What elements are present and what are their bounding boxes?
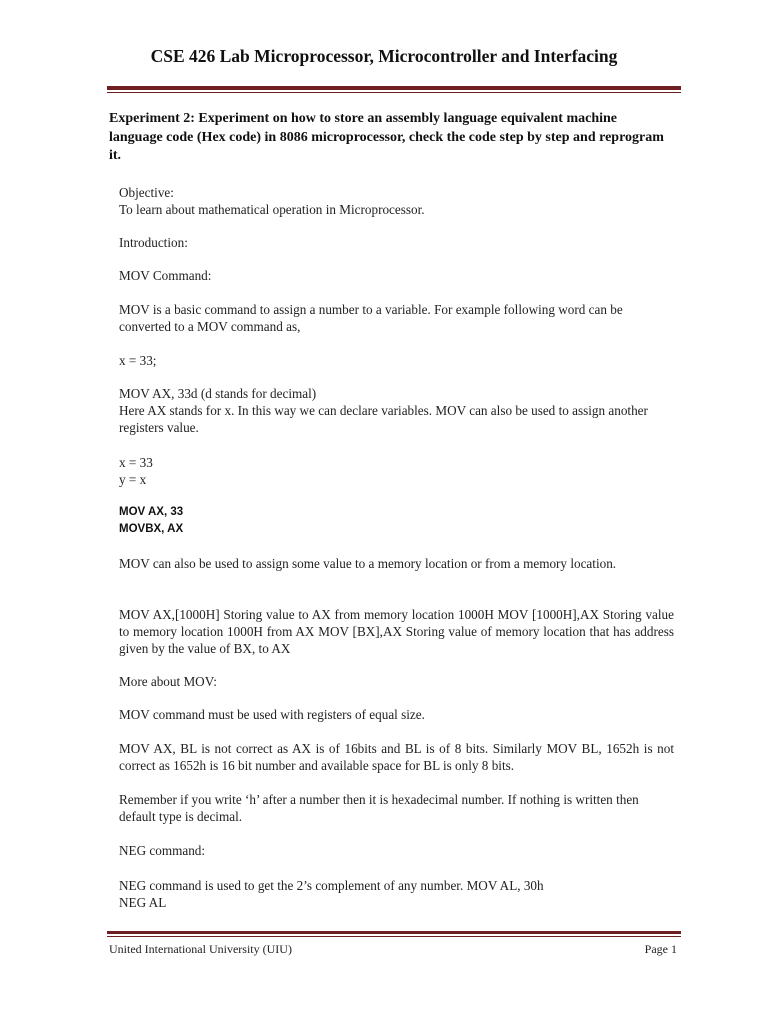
code-line: MOVBX, AX [119,523,184,535]
neg-description: NEG command is used to get the 2’s complement of any number. MOV AL, 30h [119,878,544,893]
introduction-label: Introduction: [119,235,188,250]
x-assignment: x = 33; [119,353,157,368]
mov-command-heading: MOV Command: [119,268,212,283]
mov-memory-paragraph: MOV can also be used to assign some value to a memory location or from a memory location. [119,556,617,571]
y-equals-line: y = x [119,472,147,487]
footer-rule-thin [107,936,681,937]
x-equals-line: x = 33 [119,455,153,470]
objective-text: To learn about mathematical operation in Microprocessor. [119,202,425,217]
neg-al-line: NEG AL [119,895,167,910]
here-ax-paragraph: Here AX stands for x. In this way we can declare variables. MOV can also be used to assign another registers value. [119,403,648,435]
page-header-title: CSE 426 Lab Microprocessor, Microcontroller and Interfacing [150,46,618,66]
mov-examples-paragraph: MOV AX,[1000H] Storing value to AX from memory location 1000H MOV [1000H],AX Storing value to memory location 1000H from AX MOV [BX],AX Storing value of memory location that has address given by the value of BX, to AX [119,607,674,656]
more-about-mov-heading: More about MOV: [119,674,217,689]
mov-ax-decimal-line: MOV AX, 33d (d stands for decimal) [119,386,317,401]
header-rule-thick [107,86,681,90]
footer-rule-thick [107,931,681,934]
neg-command-heading: NEG command: [119,843,206,858]
equal-size-line: MOV command must be used with registers of equal size. [119,707,425,722]
mov-description: MOV is a basic command to assign a number to a variable. For example following word can be converted to a MOV command as, [119,302,623,334]
not-correct-paragraph: MOV AX, BL is not correct as AX is of 16bits and BL is of 8 bits. Similarly MOV BL, 1652h is not correct as 1652h is 16 bit number and available space for BL is only 8 bits. [119,741,674,773]
footer-university: United International University (UIU) [109,942,292,956]
footer-page-number: Page 1 [644,942,677,956]
code-line: MOV AX, 33 [119,506,184,518]
objective-label: Objective: [119,185,174,200]
header-rule-thin [107,92,681,93]
remember-h-paragraph: Remember if you write ‘h’ after a number then it is hexadecimal number. If nothing is written then default type is decimal. [119,792,639,824]
experiment-heading: Experiment 2: Experiment on how to store an assembly language equivalent machine language code (Hex code) in 8086 microprocessor, check the code step by step and reprogram it. [109,111,664,163]
